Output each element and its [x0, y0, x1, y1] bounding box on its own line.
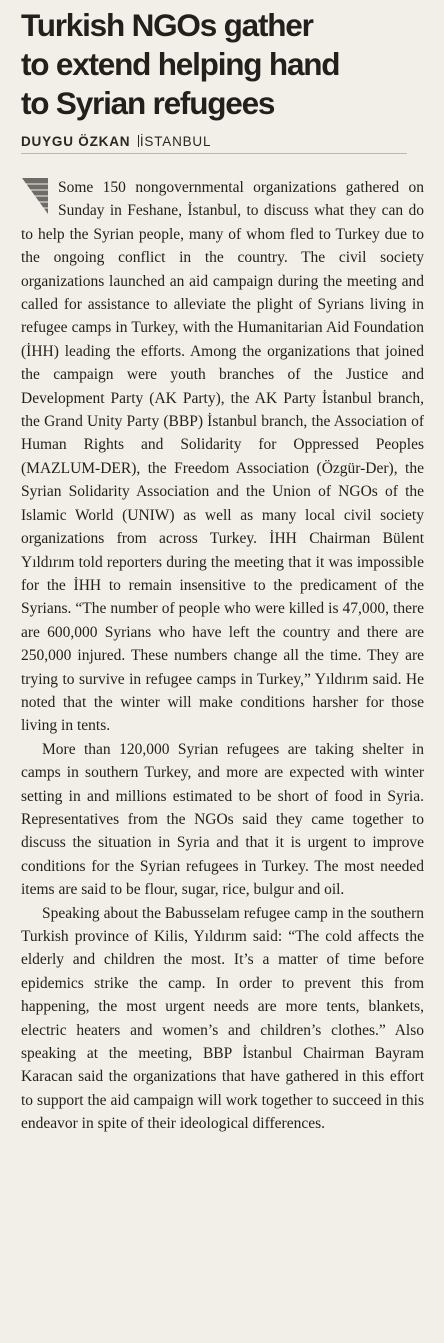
triangle-lead-in-icon [22, 178, 48, 214]
paragraph-1-text: Some 150 nongovernmental organizations gathered on Sunday in Feshane, İstanbul, to discuss what they can do to help the Syrian people, many of whom fled to Turkey due to the ongoing conflict in the country. The civil society organizations launched an aid campaign during the meeting and called for assistance to alleviate the plight of Syrians living in refugee camps in Turkey, with the Humanitarian Aid Foundation (İHH) leading the efforts. Among the organizations that joined the campaign were youth branches of the Justice and Development Party (AK Party), the AK Party İstanbul branch, the Grand Unity Party (BBP) İstanbul branch, the Association of Human Rights and Solidarity for Oppressed Peoples (MAZLUM-DER), the Freedom Association (Özgür-Der), the Syrian Solidarity Association and the Union of NGOs of the Islamic World (UNIW) as well as many local civil society organizations from across Turkey. İHH Chairman Bülent Yıldırım told reporters during the meeting that it was impossible for the İHH to remain insensitive to the predicament of the Syrians. “The number of people who were killed is 47,000, there are 600,000 Syrians who have left the country and there are 250,000 injured. These numbers change all the time. They are trying to survive in refugee camps in Turkey,” Yıldırım said. He noted that the winter will make conditions harsher for those living in tents. [21, 179, 424, 735]
author-name: DUYGU ÖZKAN [21, 134, 131, 149]
byline [21, 134, 424, 149]
headline-line-1: Turkish NGOs gather [21, 7, 313, 43]
dateline-city: İSTANBUL [139, 134, 212, 149]
headline-line-2: to extend helping hand [21, 46, 340, 82]
headline [21, 6, 424, 123]
paragraph-2: More than 120,000 Syrian refugees are taking shelter in camps in southern Turkey, and more are expected with winter setting in and millions estimated to be short of food in Syria. Representatives from the NGOs said they came together to discuss the situation in Syria and that it is urgent to improve conditions for the Syrian refugees in Turkey. The most needed items are said to be flour, sugar, rice, bulgur and oil. [21, 740, 424, 899]
paragraph-1 [21, 176, 424, 738]
article-body [21, 176, 424, 1136]
byline-separator [138, 135, 139, 147]
paragraph-3: Speaking about the Babusselam refugee camp in the southern Turkish province of Kilis, Yıldırım said: “The cold affects the elderly and children the most. It’s a matter of time before epidemics strike the camp. In order to prevent this from happening, the most urgent needs are more tents, blankets, electric heaters and women’s and children’s clothes.” Also speaking at the meeting, BBP İstanbul Chairman Bayram Karacan said the organizations that have gathered in this effort to support the aid campaign will work together to succeed in this endeavor in spite of their ideological differences. [21, 904, 424, 1133]
byline-rule [21, 153, 407, 154]
headline-line-3: to Syrian refugees [21, 85, 275, 121]
